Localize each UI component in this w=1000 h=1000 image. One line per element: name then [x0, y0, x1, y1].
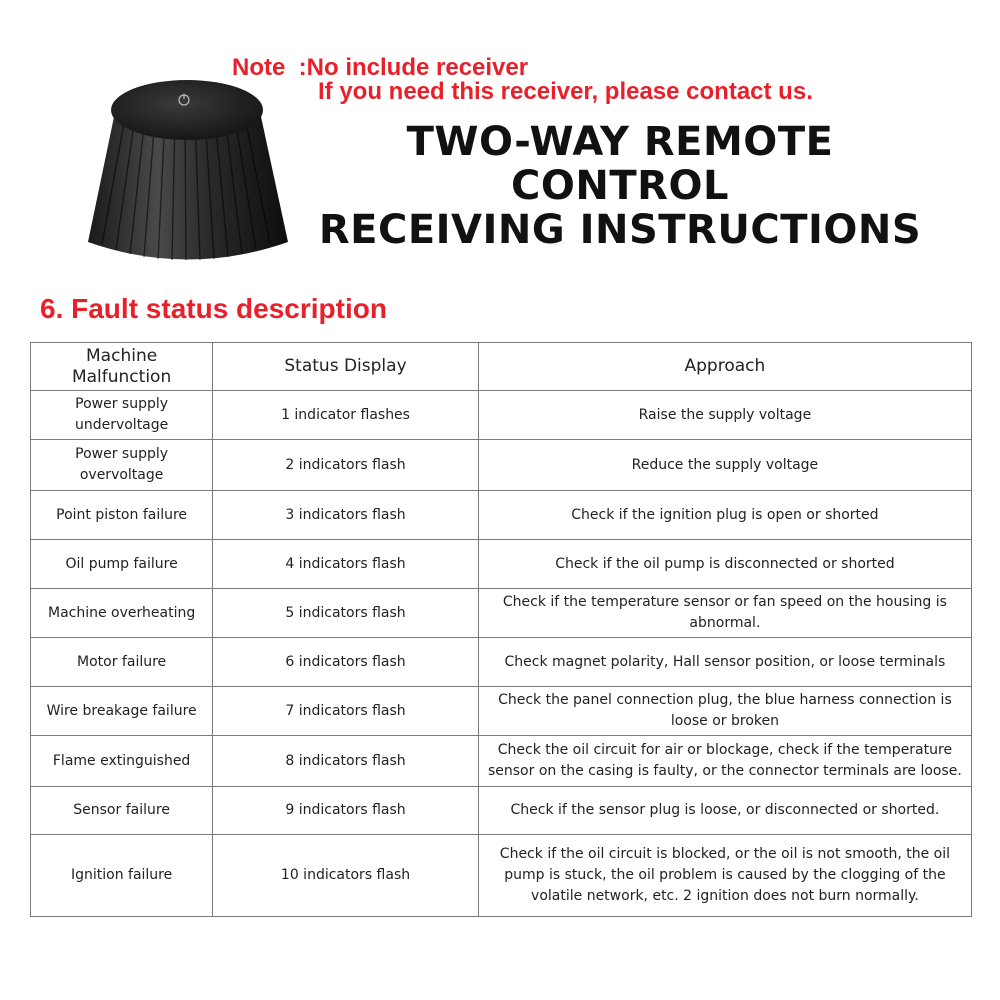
malfunction-cell: Point piston failure [31, 491, 213, 540]
table-row [31, 835, 972, 917]
status-cell: 7 indicators flash [213, 687, 479, 736]
status-cell: 3 indicators flash [213, 491, 479, 540]
column-header-status: Status Display [213, 343, 479, 391]
status-cell: 5 indicators flash [213, 589, 479, 638]
status-cell: 8 indicators flash [213, 736, 479, 787]
status-cell: 4 indicators flash [213, 540, 479, 589]
table-row [31, 440, 972, 491]
malfunction-cell: Oil pump failure [31, 540, 213, 589]
fault-status-table [30, 342, 972, 917]
malfunction-cell: Machine overheating [31, 589, 213, 638]
approach-cell: Check the panel connection plug, the blue harness connection is loose or broken [478, 687, 971, 736]
section-title: 6. Fault status description [40, 293, 387, 324]
approach-cell: Check if the temperature sensor or fan speed on the housing is abnormal. [478, 589, 971, 638]
status-cell: 1 indicator flashes [213, 391, 479, 440]
malfunction-cell: Ignition failure [31, 835, 213, 917]
approach-cell: Check if the sensor plug is loose, or disconnected or shorted. [478, 787, 971, 835]
malfunction-cell: Motor failure [31, 638, 213, 687]
table-header-row [31, 343, 972, 391]
table-row [31, 638, 972, 687]
page-title [300, 120, 940, 252]
status-cell: 9 indicators flash [213, 787, 479, 835]
page-title-line1: TWO-WAY REMOTE CONTROL [406, 119, 834, 209]
approach-cell: Check if the oil circuit is blocked, or the oil is not smooth, the oil pump is stuck, the oil problem is caused by the clogging of the volatile network, etc. 2 ignition does not burn normally. [478, 835, 971, 917]
approach-cell: Check the oil circuit for air or blockage, check if the temperature sensor on the casing is faulty, or the connector terminals are loose. [478, 736, 971, 787]
note-contact-us: If you need this receiver, please contact us. [318, 78, 813, 105]
table-row [31, 736, 972, 787]
table-row [31, 391, 972, 440]
malfunction-cell: Sensor failure [31, 787, 213, 835]
malfunction-cell: Flame extinguished [31, 736, 213, 787]
malfunction-cell: Power supply undervoltage [31, 391, 213, 440]
approach-cell: Reduce the supply voltage [478, 440, 971, 491]
column-header-approach: Approach [478, 343, 971, 391]
note-no-receiver: Note :No include receiver [232, 54, 529, 81]
status-cell: 2 indicators flash [213, 440, 479, 491]
approach-cell: Raise the supply voltage [478, 391, 971, 440]
approach-cell: Check if the oil pump is disconnected or shorted [478, 540, 971, 589]
status-cell: 10 indicators flash [213, 835, 479, 917]
approach-cell: Check if the ignition plug is open or shorted [478, 491, 971, 540]
approach-cell: Check magnet polarity, Hall sensor position, or loose terminals [478, 638, 971, 687]
table-row [31, 491, 972, 540]
column-header-malfunction: Machine Malfunction [31, 343, 213, 391]
receiver-product-image [80, 72, 295, 272]
malfunction-cell: Power supply overvoltage [31, 440, 213, 491]
malfunction-cell: Wire breakage failure [31, 687, 213, 736]
table-row [31, 589, 972, 638]
status-cell: 6 indicators flash [213, 638, 479, 687]
table-row [31, 687, 972, 736]
page-title-line2: RECEIVING INSTRUCTIONS [318, 207, 922, 253]
table-row [31, 540, 972, 589]
table-row [31, 787, 972, 835]
